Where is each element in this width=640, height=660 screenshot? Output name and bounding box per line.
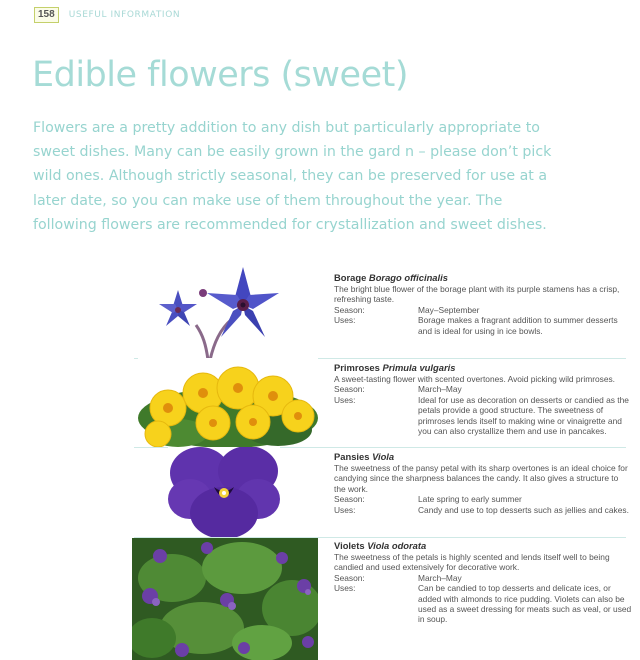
violet-description: The sweetness of the petals is highly scented and lends itself well to being candied and used extensively for decorative work. [334, 552, 610, 573]
borage-name: Borage [334, 272, 367, 283]
primrose-flower-image [138, 358, 318, 448]
borage-entry [334, 272, 632, 336]
pansy-flower-image [168, 447, 280, 539]
primrose-photo [138, 358, 318, 448]
primrose-description: A sweet-tasting flower with scented overtones. Avoid picking wild primroses. [334, 374, 616, 384]
violet-photo [132, 538, 318, 660]
pansy-entry [334, 451, 632, 515]
pansy-season: Late spring to early summer [418, 494, 522, 505]
pansy-heading [334, 451, 632, 462]
primrose-heading [334, 362, 632, 373]
borage-flower-image [148, 265, 288, 360]
pansy-photo [168, 447, 280, 539]
season-label: Season: [334, 304, 365, 315]
page-number: 158 [34, 7, 59, 23]
uses-label: Uses: [334, 394, 356, 405]
borage-uses: Borage makes a fragrant addition to summer desserts and is ideal for using in ice bowls. [418, 315, 618, 336]
borage-heading [334, 272, 632, 283]
uses-label: Uses: [334, 504, 356, 515]
pansy-description: The sweetness of the pansy petal with its sharp overtones is an ideal choice for candying since the sharpness balances the candy. It also gives a structure to the work. [334, 463, 628, 494]
violet-season: March–May [418, 572, 462, 583]
borage-description: The bright blue flower of the borage plant with its purple stamens has a crisp, refreshing taste. [334, 284, 620, 305]
uses-label: Uses: [334, 315, 356, 326]
primrose-uses-row [334, 395, 632, 437]
pansy-uses: Candy and use to top desserts such as jellies and cakes. [418, 504, 629, 515]
violet-season-row [334, 573, 632, 583]
primrose-latin-name: Primula vulgaris [382, 362, 456, 373]
pansy-latin-name: Viola [372, 451, 395, 462]
violet-flower-image [132, 538, 318, 660]
pansy-season-row [334, 494, 632, 504]
borage-latin-name: Borago officinalis [368, 272, 448, 283]
season-label: Season: [334, 572, 365, 583]
borage-season: May–September [418, 304, 480, 315]
violet-uses-row [334, 583, 632, 625]
season-label: Season: [334, 384, 365, 395]
violet-latin-name: Viola odorata [367, 540, 427, 551]
primrose-uses: Ideal for use as decoration on desserts or candied as the petals provide a good structure. The sweetness of primroses lends itself to making wine or vinaigrette and you can also crystallize them and use in pancakes. [418, 394, 629, 437]
primrose-season-row [334, 384, 632, 394]
violet-entry [334, 540, 632, 625]
intro-paragraph: Flowers are a pretty addition to any dish but particularly appropriate to sweet dishes. Many can be easily grown in the gard n – please don’t pick wild ones. Although strictly seasonal, they can be preserved for use at a later date, so you can make use of them throughout the year. The following flowers are recommended for crystallization and sweet dishes. [33, 120, 552, 233]
violet-uses: Can be candied to top desserts and delicate ices, or added with almonds to rice pudding. Violets can also be used as a sweet dressing for meats such as veal, or used in soup. [418, 583, 632, 625]
pansy-uses-row [334, 505, 632, 515]
season-label: Season: [334, 494, 365, 505]
primrose-season: March–May [418, 384, 462, 395]
section-label: USEFUL INFORMATION [68, 10, 181, 20]
page-title: Edible flowers (sweet) [32, 55, 408, 95]
violet-heading [334, 540, 632, 551]
primrose-name: Primroses [334, 362, 380, 373]
uses-label: Uses: [334, 583, 356, 594]
running-header [34, 7, 180, 23]
violet-name: Violets [334, 540, 365, 551]
borage-photo [148, 265, 288, 360]
borage-season-row [334, 305, 632, 315]
primrose-entry [334, 362, 632, 436]
pansy-name: Pansies [334, 451, 370, 462]
borage-uses-row [334, 315, 632, 336]
